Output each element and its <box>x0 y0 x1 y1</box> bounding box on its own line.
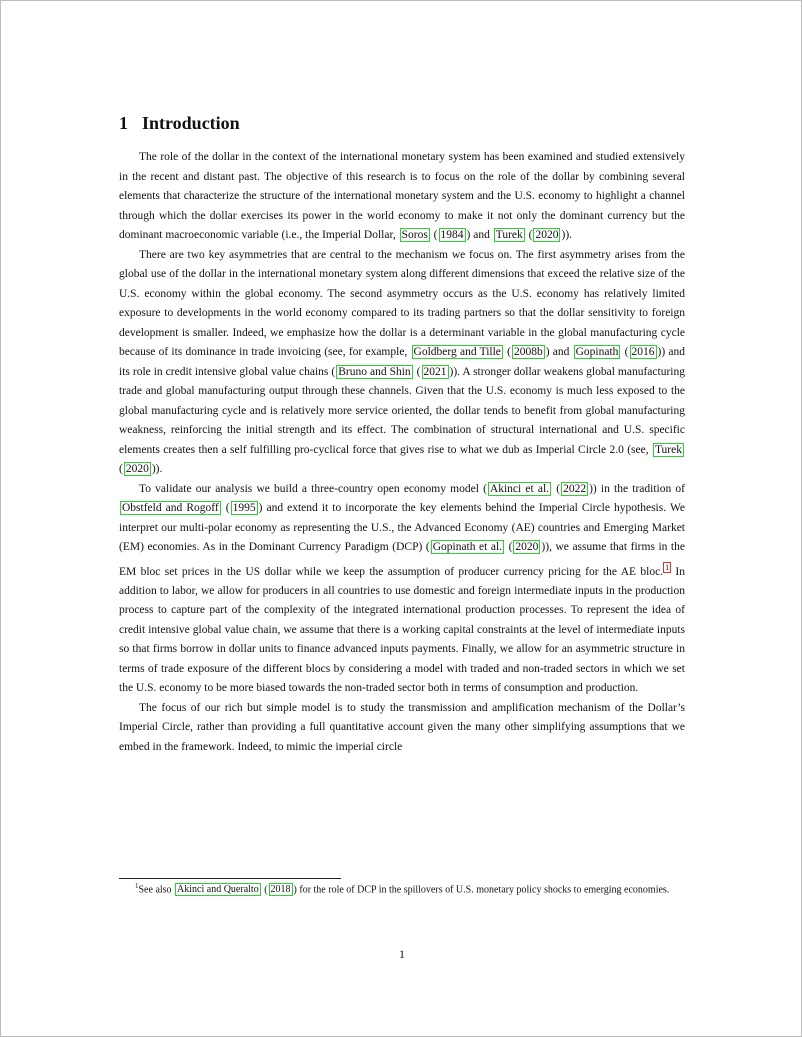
citation-link[interactable]: Turek <box>654 443 682 456</box>
text: ) and <box>466 229 493 241</box>
citation-year-link[interactable]: 2022 <box>563 482 587 495</box>
text: )) in the tradition of <box>589 482 685 495</box>
citation-year-link[interactable]: 1995 <box>232 502 256 514</box>
text: ( <box>430 229 438 241</box>
citation-year-link[interactable]: 2020 <box>515 541 539 553</box>
text: ( <box>621 346 629 358</box>
text: )). <box>561 229 573 241</box>
citation-year-link[interactable]: 2021 <box>423 365 447 378</box>
citation-year-link[interactable]: 2020 <box>125 463 149 475</box>
text: ( <box>413 365 421 378</box>
citation-year-link[interactable]: 1984 <box>440 229 464 241</box>
section-heading <box>119 113 685 134</box>
footnote-reference-link[interactable]: 1 <box>665 562 670 572</box>
text: ) and <box>545 346 573 358</box>
text: ( <box>552 482 561 495</box>
citation-link[interactable]: Goldberg and Tille <box>413 346 501 358</box>
text: ( <box>525 229 533 241</box>
citation-link[interactable]: Bruno and Shin <box>338 365 411 378</box>
text: The focus of our rich but simple model is to study the transmission and amplification mechanism of the Dollar’s Imperial Circle, rather than providing a full quantitative account given the many other simplifying assumptions that we embed in the framework. Indeed, to mimic the imperial circle <box>119 701 685 753</box>
section-title: Introduction <box>142 113 240 133</box>
text: ( <box>505 541 513 553</box>
main-content <box>119 113 685 757</box>
citation-link[interactable]: Gopinath et al. <box>432 541 503 553</box>
text: ) and extend it to incorporate the key elements behind the Imperial Circle hypothesis. We interpret our multi-polar economy as representing the U.S., the Advanced Economy (AE) countries and Emerging Market (EM) economies. As in the Dominant Currency Paradigm (DCP) ( <box>119 502 685 553</box>
text: ( <box>503 346 511 358</box>
paragraph-2 <box>119 246 685 480</box>
section-number: 1 <box>119 113 128 133</box>
text: )). <box>151 463 163 475</box>
text: )). A stronger dollar weakens global manufacturing trade and global manufacturing output through these channels. Given that the U.S. economy is much less exposed to the global manufacturing cycle and is relatively more service oriented, the dollar tends to benefit from global manufacturing weakness, reinforcing the initial strength and its effect. The combination of structural international and U.S. specific elements creates then a self fulfilling pro-cyclical force that gives rise to what we dub as Imperial Circle 2.0 (see, <box>119 365 685 456</box>
citation-link[interactable]: Akinci and Queralto <box>177 884 259 896</box>
text: There are two key asymmetries that are central to the mechanism we focus on. The first asymmetry arises from the global use of the dollar in the international monetary system along different dimensions that exceed the relative size of the U.S. economy within the global economy. The second asymmetry occurs as the U.S. economy has relatively limited exposure to developments in the world economy compared to its trading partners so that the dollar sensitivity to foreign development is smaller. Indeed, we emphasize how the dollar is a determinant variable in the global manufacturing cycle because of its dominance in trade invoicing (see, for example, <box>119 248 685 358</box>
citation-link[interactable]: Gopinath <box>575 346 619 358</box>
text: ( <box>221 502 230 514</box>
paragraph-4 <box>119 699 685 758</box>
text: In addition to labor, we allow for producers in all countries to use domestic and foreign intermediate inputs in the production process to capture part of the complexity of the integrated international production processes. To represent the idea of credit intensive global value chain, we assume that there is a working capital constraints at the level of intermediate inputs so that firms borrow in dollar units to finance advanced inputs payments. Finally, we allow for an asymmetric structure in terms of trade exposure of the different blocs by considering a model with traded and non-traded sectors in which we set the U.S. economy to be more biased towards the non-traded sector both in terms of consumption and production. <box>119 565 685 695</box>
citation-year-link[interactable]: 2018 <box>270 884 291 896</box>
text: )) and its role in credit intensive global value chains ( <box>119 346 685 378</box>
citation-year-link[interactable]: 2008b <box>513 346 543 358</box>
text: ( <box>119 463 123 475</box>
paragraph-1 <box>119 148 685 246</box>
citation-link[interactable]: Soros <box>401 229 428 241</box>
text: ( <box>261 884 268 896</box>
text: The role of the dollar in the context of the international monetary system has been examined and studied extensively in the recent and distant past. The objective of this research is to focus on the role of the dollar by combining several elements that characterize the structure of the international monetary system and the U.S. economy to highlight a channel through which the dollar exercises its power in the world economy to make it not only the dominant currency but the dominant macroeconomic variable (i.e., the Imperial Dollar, <box>119 151 685 241</box>
text: See also <box>138 884 175 896</box>
citation-year-link[interactable]: 2016 <box>631 346 655 358</box>
page-number: 1 <box>399 947 405 961</box>
text: )), we assume that firms in the EM bloc set prices in the US dollar while we keep the assumption of producer currency pricing for the AE bloc. <box>119 541 685 578</box>
citation-link[interactable]: Obstfeld and Rogoff <box>122 502 219 514</box>
citation-year-link[interactable]: 2020 <box>535 229 559 241</box>
citation-link[interactable]: Turek <box>495 229 523 241</box>
paragraph-3 <box>119 480 685 699</box>
text: ) for the role of DCP in the spillovers of U.S. monetary policy shocks to emerging economies. <box>293 884 670 896</box>
footnote-mark: 1 <box>135 882 139 890</box>
text: To validate our analysis we build a three-country open economy model ( <box>139 482 487 495</box>
citation-link[interactable]: Akinci et al. <box>489 482 550 495</box>
footnote <box>119 880 685 896</box>
footnote-rule <box>119 878 341 879</box>
